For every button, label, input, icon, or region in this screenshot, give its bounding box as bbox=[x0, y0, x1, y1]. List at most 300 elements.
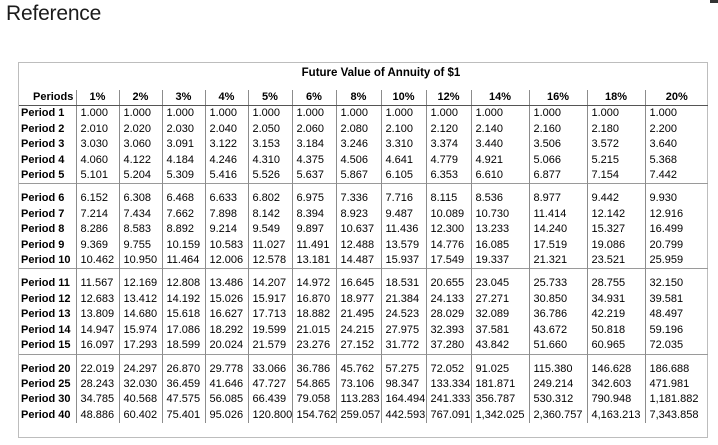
table-cell: 20.655 bbox=[426, 269, 471, 292]
window-corner-mark bbox=[710, 0, 718, 3]
table-cell: 3.440 bbox=[471, 137, 529, 152]
table-cell: 10.950 bbox=[119, 253, 162, 269]
table-cell: 12.142 bbox=[587, 207, 645, 222]
table-cell: 25.959 bbox=[645, 253, 708, 269]
table-row bbox=[19, 408, 708, 423]
table-cell: 72.035 bbox=[645, 338, 708, 354]
table-row bbox=[19, 238, 708, 253]
table-cell: 6.877 bbox=[529, 168, 587, 184]
table-cell: 6.468 bbox=[162, 184, 205, 207]
table-cell: 33.066 bbox=[248, 354, 292, 377]
reference-table-frame bbox=[18, 62, 708, 438]
table-cell: 25.733 bbox=[529, 269, 587, 292]
table-cell: 2.020 bbox=[119, 122, 162, 137]
column-header: 18% bbox=[587, 90, 645, 106]
table-cell: 6.308 bbox=[119, 184, 162, 207]
table-cell: 24.297 bbox=[119, 354, 162, 377]
table-header-row bbox=[19, 90, 708, 106]
table-cell: 21.495 bbox=[336, 307, 381, 322]
table-cell: 4.246 bbox=[205, 153, 248, 168]
table-cell: 3.640 bbox=[645, 137, 708, 152]
table-cell: 18.599 bbox=[162, 338, 205, 354]
table-cell: 60.965 bbox=[587, 338, 645, 354]
row-label: Period 3 bbox=[21, 138, 65, 151]
column-header: 20% bbox=[645, 90, 708, 106]
table-cell: 1.000 bbox=[76, 106, 119, 122]
table-cell: 1.000 bbox=[645, 106, 708, 122]
table-cell: 3.506 bbox=[529, 137, 587, 152]
table-cell: 1.000 bbox=[119, 106, 162, 122]
table-cell: 73.106 bbox=[336, 377, 381, 392]
table-cell: 48.497 bbox=[645, 307, 708, 322]
table-cell: 10.159 bbox=[162, 238, 205, 253]
column-header: 5% bbox=[248, 90, 292, 106]
table-cell: 79.058 bbox=[292, 392, 336, 407]
table-cell: 4.060 bbox=[76, 153, 119, 168]
table-cell: 24.523 bbox=[381, 307, 426, 322]
table-cell: 91.025 bbox=[471, 354, 529, 377]
table-row bbox=[19, 122, 708, 137]
table-cell: 1,342.025 bbox=[471, 408, 529, 423]
table-cell: 2.120 bbox=[426, 122, 471, 137]
table-cell: 12.169 bbox=[119, 269, 162, 292]
page-title: Reference bbox=[6, 2, 102, 25]
table-cell: 12.808 bbox=[162, 269, 205, 292]
table-cell: 5.368 bbox=[645, 153, 708, 168]
table-cell: 2.100 bbox=[381, 122, 426, 137]
table-cell: 11.491 bbox=[292, 238, 336, 253]
table-cell: 9.214 bbox=[205, 222, 248, 237]
table-cell: 66.439 bbox=[248, 392, 292, 407]
table-cell: 1.000 bbox=[205, 106, 248, 122]
table-cell: 7.434 bbox=[119, 207, 162, 222]
table-cell: 4.641 bbox=[381, 153, 426, 168]
table-cell: 21.384 bbox=[381, 292, 426, 307]
table-cell: 2.030 bbox=[162, 122, 205, 137]
table-cell: 41.646 bbox=[205, 377, 248, 392]
table-cell: 5.215 bbox=[587, 153, 645, 168]
table-row bbox=[19, 184, 708, 207]
table-cell: 15.937 bbox=[381, 253, 426, 269]
table-cell: 530.312 bbox=[529, 392, 587, 407]
table-cell: 3.153 bbox=[248, 137, 292, 152]
column-header: 16% bbox=[529, 90, 587, 106]
table-cell: 75.401 bbox=[162, 408, 205, 423]
table-cell: 19.337 bbox=[471, 253, 529, 269]
table-cell: 4.506 bbox=[336, 153, 381, 168]
table-cell: 2.050 bbox=[248, 122, 292, 137]
table-cell: 4.122 bbox=[119, 153, 162, 168]
table-cell: 23.521 bbox=[587, 253, 645, 269]
row-label: Period 30 bbox=[21, 393, 71, 406]
table-cell: 37.280 bbox=[426, 338, 471, 354]
column-header: 2% bbox=[119, 90, 162, 106]
table-cell: 20.024 bbox=[205, 338, 248, 354]
column-header: 6% bbox=[292, 90, 336, 106]
table-cell: 18.977 bbox=[336, 292, 381, 307]
table-cell: 36.786 bbox=[292, 354, 336, 377]
table-cell: 30.850 bbox=[529, 292, 587, 307]
table-cell: 4.310 bbox=[248, 153, 292, 168]
table-cell: 16.627 bbox=[205, 307, 248, 322]
table-cell: 4.184 bbox=[162, 153, 205, 168]
column-header: 12% bbox=[426, 90, 471, 106]
row-label: Period 13 bbox=[21, 308, 71, 321]
table-cell: 12.006 bbox=[205, 253, 248, 269]
table-cell: 27.152 bbox=[336, 338, 381, 354]
table-cell: 14.947 bbox=[76, 323, 119, 338]
table-row bbox=[19, 307, 708, 322]
table-cell: 10.730 bbox=[471, 207, 529, 222]
table-cell: 8.142 bbox=[248, 207, 292, 222]
table-cell: 3.572 bbox=[587, 137, 645, 152]
table-cell: 14.776 bbox=[426, 238, 471, 253]
table-cell: 5.066 bbox=[529, 153, 587, 168]
table-cell: 7.154 bbox=[587, 168, 645, 184]
table-cell: 4.779 bbox=[426, 153, 471, 168]
row-label: Period 9 bbox=[21, 238, 65, 251]
table-cell: 42.219 bbox=[587, 307, 645, 322]
table-row bbox=[19, 153, 708, 168]
table-cell: 8.892 bbox=[162, 222, 205, 237]
row-label: Period 11 bbox=[19, 269, 76, 292]
table-cell: 13.412 bbox=[119, 292, 162, 307]
table-cell: 57.275 bbox=[381, 354, 426, 377]
table-cell: 3.060 bbox=[119, 137, 162, 152]
table-cell: 14.972 bbox=[292, 269, 336, 292]
table-cell: 1.000 bbox=[381, 106, 426, 122]
table-cell: 10.637 bbox=[336, 222, 381, 237]
table-cell: 21.321 bbox=[529, 253, 587, 269]
table-cell: 8.536 bbox=[471, 184, 529, 207]
table-cell: 1.000 bbox=[162, 106, 205, 122]
table-row bbox=[19, 207, 708, 222]
table-cell: 3.122 bbox=[205, 137, 248, 152]
row-label: Period 1 bbox=[21, 107, 65, 120]
row-label: Period 14 bbox=[21, 323, 71, 336]
table-cell: 10.583 bbox=[205, 238, 248, 253]
table-cell: 11.027 bbox=[248, 238, 292, 253]
table-cell: 15.974 bbox=[119, 323, 162, 338]
column-header: 1% bbox=[76, 90, 119, 106]
table-cell: 10.089 bbox=[426, 207, 471, 222]
table-cell: 34.931 bbox=[587, 292, 645, 307]
table-cell: 767.091 bbox=[426, 408, 471, 423]
table-cell: 249.214 bbox=[529, 377, 587, 392]
table-cell: 17.713 bbox=[248, 307, 292, 322]
table-cell: 1.000 bbox=[529, 106, 587, 122]
table-cell: 9.930 bbox=[645, 184, 708, 207]
table-cell: 120.800 bbox=[248, 408, 292, 423]
column-header: 4% bbox=[205, 90, 248, 106]
table-cell: 5.637 bbox=[292, 168, 336, 184]
column-header: 10% bbox=[381, 90, 426, 106]
table-cell: 32.089 bbox=[471, 307, 529, 322]
table-cell: 47.575 bbox=[162, 392, 205, 407]
table-cell: 20.799 bbox=[645, 238, 708, 253]
table-cell: 11.464 bbox=[162, 253, 205, 269]
table-cell: 3.184 bbox=[292, 137, 336, 152]
table-cell: 95.026 bbox=[205, 408, 248, 423]
table-cell: 1.000 bbox=[248, 106, 292, 122]
table-cell: 8.115 bbox=[426, 184, 471, 207]
table-cell: 31.772 bbox=[381, 338, 426, 354]
table-cell: 790.948 bbox=[587, 392, 645, 407]
table-cell: 9.369 bbox=[76, 238, 119, 253]
table-cell: 8.394 bbox=[292, 207, 336, 222]
table-cell: 14.487 bbox=[336, 253, 381, 269]
table-cell: 72.052 bbox=[426, 354, 471, 377]
table-cell: 23.276 bbox=[292, 338, 336, 354]
table-row bbox=[19, 222, 708, 237]
table-cell: 60.402 bbox=[119, 408, 162, 423]
future-value-annuity-table bbox=[19, 90, 708, 423]
table-cell: 7.898 bbox=[205, 207, 248, 222]
table-cell: 23.045 bbox=[471, 269, 529, 292]
table-cell: 15.327 bbox=[587, 222, 645, 237]
table-cell: 342.603 bbox=[587, 377, 645, 392]
table-cell: 14.680 bbox=[119, 307, 162, 322]
table-cell: 6.975 bbox=[292, 184, 336, 207]
table-cell: 16.085 bbox=[471, 238, 529, 253]
row-label: Period 40 bbox=[21, 408, 71, 421]
table-cell: 17.293 bbox=[119, 338, 162, 354]
table-cell: 2.140 bbox=[471, 122, 529, 137]
table-row bbox=[19, 377, 708, 392]
table-row bbox=[19, 392, 708, 407]
table-cell: 32.030 bbox=[119, 377, 162, 392]
table-cell: 56.085 bbox=[205, 392, 248, 407]
table-cell: 51.660 bbox=[529, 338, 587, 354]
table-cell: 6.610 bbox=[471, 168, 529, 184]
table-cell: 43.842 bbox=[471, 338, 529, 354]
table-cell: 241.333 bbox=[426, 392, 471, 407]
table-cell: 13.579 bbox=[381, 238, 426, 253]
table-cell: 11.436 bbox=[381, 222, 426, 237]
table-cell: 47.727 bbox=[248, 377, 292, 392]
table-cell: 1.000 bbox=[587, 106, 645, 122]
table-cell: 5.204 bbox=[119, 168, 162, 184]
table-cell: 12.578 bbox=[248, 253, 292, 269]
table-cell: 3.246 bbox=[336, 137, 381, 152]
table-cell: 40.568 bbox=[119, 392, 162, 407]
table-cell: 7.336 bbox=[336, 184, 381, 207]
table-cell: 1.000 bbox=[292, 106, 336, 122]
table-cell: 8.286 bbox=[76, 222, 119, 237]
table-cell: 3.310 bbox=[381, 137, 426, 152]
column-header: 8% bbox=[336, 90, 381, 106]
table-cell: 7.214 bbox=[76, 207, 119, 222]
table-cell: 11.414 bbox=[529, 207, 587, 222]
table-cell: 16.097 bbox=[76, 338, 119, 354]
table-cell: 12.488 bbox=[336, 238, 381, 253]
table-cell: 15.618 bbox=[162, 307, 205, 322]
table-cell: 14.192 bbox=[162, 292, 205, 307]
table-cell: 28.755 bbox=[587, 269, 645, 292]
table-cell: 3.030 bbox=[76, 137, 119, 152]
table-cell: 6.105 bbox=[381, 168, 426, 184]
table-cell: 2.160 bbox=[529, 122, 587, 137]
row-label: Period 2 bbox=[21, 122, 65, 135]
table-cell: 45.762 bbox=[336, 354, 381, 377]
table-cell: 59.196 bbox=[645, 323, 708, 338]
table-cell: 15.026 bbox=[205, 292, 248, 307]
table-cell: 34.785 bbox=[76, 392, 119, 407]
table-cell: 22.019 bbox=[76, 354, 119, 377]
table-cell: 27.975 bbox=[381, 323, 426, 338]
row-label: Period 20 bbox=[19, 354, 76, 377]
table-cell: 9.755 bbox=[119, 238, 162, 253]
table-cell: 29.778 bbox=[205, 354, 248, 377]
table-cell: 16.645 bbox=[336, 269, 381, 292]
table-cell: 98.347 bbox=[381, 377, 426, 392]
table-cell: 259.057 bbox=[336, 408, 381, 423]
table-cell: 4.921 bbox=[471, 153, 529, 168]
row-label: Period 10 bbox=[21, 254, 71, 267]
table-cell: 21.015 bbox=[292, 323, 336, 338]
table-cell: 13.809 bbox=[76, 307, 119, 322]
row-label: Period 4 bbox=[21, 153, 65, 166]
table-cell: 471.981 bbox=[645, 377, 708, 392]
table-cell: 442.593 bbox=[381, 408, 426, 423]
row-label: Period 8 bbox=[21, 223, 65, 236]
table-cell: 43.672 bbox=[529, 323, 587, 338]
table-row bbox=[19, 292, 708, 307]
table-cell: 27.271 bbox=[471, 292, 529, 307]
table-cell: 4.375 bbox=[292, 153, 336, 168]
table-cell: 6.353 bbox=[426, 168, 471, 184]
table-cell: 115.380 bbox=[529, 354, 587, 377]
table-cell: 12.300 bbox=[426, 222, 471, 237]
table-cell: 17.086 bbox=[162, 323, 205, 338]
table-cell: 28.029 bbox=[426, 307, 471, 322]
column-header: 14% bbox=[471, 90, 529, 106]
table-cell: 5.101 bbox=[76, 168, 119, 184]
table-cell: 15.917 bbox=[248, 292, 292, 307]
table-cell: 2.010 bbox=[76, 122, 119, 137]
table-cell: 164.494 bbox=[381, 392, 426, 407]
table-cell: 9.549 bbox=[248, 222, 292, 237]
table-cell: 17.519 bbox=[529, 238, 587, 253]
row-label: Period 15 bbox=[21, 339, 71, 352]
table-cell: 1.000 bbox=[471, 106, 529, 122]
table-cell: 24.215 bbox=[336, 323, 381, 338]
table-cell: 8.923 bbox=[336, 207, 381, 222]
table-cell: 2.200 bbox=[645, 122, 708, 137]
table-cell: 9.442 bbox=[587, 184, 645, 207]
table-cell: 37.581 bbox=[471, 323, 529, 338]
table-row bbox=[19, 253, 708, 269]
table-cell: 19.599 bbox=[248, 323, 292, 338]
table-cell: 14.240 bbox=[529, 222, 587, 237]
table-cell: 21.579 bbox=[248, 338, 292, 354]
table-cell: 14.207 bbox=[248, 269, 292, 292]
table-row bbox=[19, 137, 708, 152]
table-cell: 5.867 bbox=[336, 168, 381, 184]
table-row bbox=[19, 354, 708, 377]
table-row bbox=[19, 323, 708, 338]
table-cell: 2.040 bbox=[205, 122, 248, 137]
table-cell: 24.133 bbox=[426, 292, 471, 307]
table-cell: 13.486 bbox=[205, 269, 248, 292]
table-cell: 48.886 bbox=[76, 408, 119, 423]
table-cell: 6.152 bbox=[76, 184, 119, 207]
row-label: Period 25 bbox=[21, 377, 71, 390]
table-cell: 32.150 bbox=[645, 269, 708, 292]
table-cell: 10.462 bbox=[76, 253, 119, 269]
table-cell: 7.442 bbox=[645, 168, 708, 184]
table-cell: 186.688 bbox=[645, 354, 708, 377]
table-cell: 18.882 bbox=[292, 307, 336, 322]
table-cell: 12.916 bbox=[645, 207, 708, 222]
table-cell: 113.283 bbox=[336, 392, 381, 407]
row-label: Period 7 bbox=[21, 207, 65, 220]
table-cell: 7,343.858 bbox=[645, 408, 708, 423]
table-cell: 1,181.882 bbox=[645, 392, 708, 407]
table-cell: 5.309 bbox=[162, 168, 205, 184]
table-cell: 133.334 bbox=[426, 377, 471, 392]
table-cell: 19.086 bbox=[587, 238, 645, 253]
table-row bbox=[19, 168, 708, 184]
table-cell: 9.897 bbox=[292, 222, 336, 237]
table-cell: 5.526 bbox=[248, 168, 292, 184]
table-cell: 3.374 bbox=[426, 137, 471, 152]
table-cell: 16.870 bbox=[292, 292, 336, 307]
table-cell: 36.459 bbox=[162, 377, 205, 392]
table-body bbox=[19, 106, 708, 423]
table-cell: 13.233 bbox=[471, 222, 529, 237]
table-cell: 6.633 bbox=[205, 184, 248, 207]
table-cell: 2.080 bbox=[336, 122, 381, 137]
table-cell: 2.060 bbox=[292, 122, 336, 137]
table-cell: 3.091 bbox=[162, 137, 205, 152]
table-cell: 181.871 bbox=[471, 377, 529, 392]
table-cell: 2,360.757 bbox=[529, 408, 587, 423]
table-cell: 8.977 bbox=[529, 184, 587, 207]
table-cell: 7.662 bbox=[162, 207, 205, 222]
row-label: Period 12 bbox=[21, 292, 71, 305]
column-header: 3% bbox=[162, 90, 205, 106]
table-cell: 16.499 bbox=[645, 222, 708, 237]
row-label: Period 6 bbox=[19, 184, 76, 207]
table-cell: 26.870 bbox=[162, 354, 205, 377]
table-cell: 6.802 bbox=[248, 184, 292, 207]
table-cell: 28.243 bbox=[76, 377, 119, 392]
table-cell: 5.416 bbox=[205, 168, 248, 184]
table-row bbox=[19, 269, 708, 292]
table-cell: 32.393 bbox=[426, 323, 471, 338]
table-cell: 154.762 bbox=[292, 408, 336, 423]
table-cell: 8.583 bbox=[119, 222, 162, 237]
table-cell: 146.628 bbox=[587, 354, 645, 377]
table-cell: 18.531 bbox=[381, 269, 426, 292]
table-caption: Future Value of Annuity of $1 bbox=[301, 67, 461, 79]
table-cell: 13.181 bbox=[292, 253, 336, 269]
table-cell: 18.292 bbox=[205, 323, 248, 338]
table-cell: 54.865 bbox=[292, 377, 336, 392]
table-cell: 36.786 bbox=[529, 307, 587, 322]
table-cell: 7.716 bbox=[381, 184, 426, 207]
table-cell: 50.818 bbox=[587, 323, 645, 338]
table-row bbox=[19, 338, 708, 354]
table-cell: 2.180 bbox=[587, 122, 645, 137]
row-label: Period 5 bbox=[21, 169, 65, 182]
table-cell: 356.787 bbox=[471, 392, 529, 407]
table-cell: 1.000 bbox=[426, 106, 471, 122]
table-cell: 11.567 bbox=[76, 269, 119, 292]
table-cell: 9.487 bbox=[381, 207, 426, 222]
table-row bbox=[19, 106, 708, 122]
